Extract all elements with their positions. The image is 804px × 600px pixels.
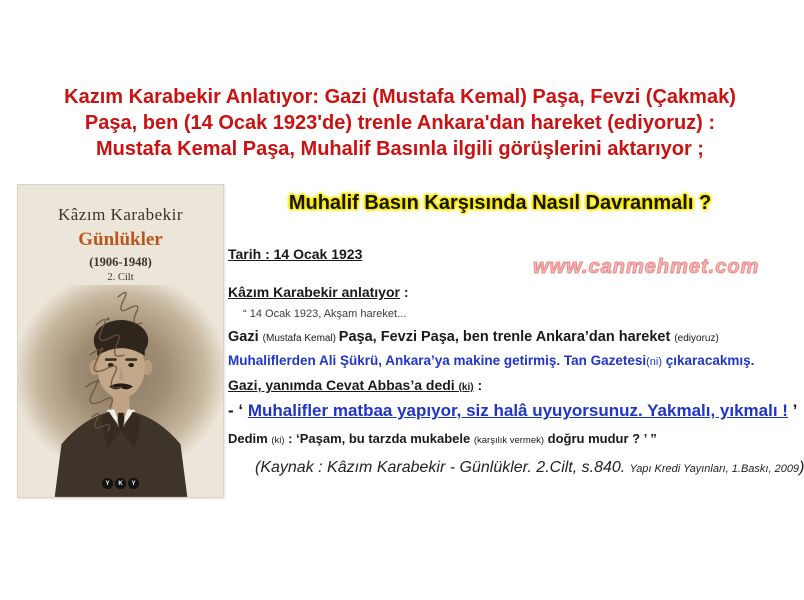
book-years: (1906-1948)	[89, 255, 152, 269]
heading-line-3: Mustafa Kemal Paşa, Muhalif Basınla ilgili görüşlerini aktarıyor ;	[96, 138, 704, 160]
source-line: (Kaynak : Kâzım Karabekir - Günlükler. 2.Cilt, s.840. Yapı Kredi Yayınları, 1.Baskı, 2009)	[255, 459, 804, 476]
panel-headline: Muhalif Basın Karşısında Nasıl Davranmalı ?	[288, 192, 712, 214]
big-quote-line: - ‘ Muhalifler matbaa yapıyor, siz halâ uyuyorsunuz. Yakmalı, yıkmalı ! ’	[228, 401, 798, 420]
book-author: Kâzım Karabekir	[57, 205, 184, 224]
book-title: Günlükler	[78, 229, 163, 250]
logo-letter: Y	[128, 478, 139, 489]
book-cover	[17, 184, 224, 498]
publisher-logo-yky	[18, 478, 223, 489]
logo-letter: Y	[102, 478, 113, 489]
narrator-line: Kâzım Karabekir anlatıyor :	[228, 284, 409, 300]
quote-open-line: “ 14 Ocak 1923, Akşam hareket...	[243, 308, 407, 320]
cevat-line: Gazi, yanımda Cevat Abbas’a dedi (ki) :	[228, 377, 483, 393]
watermark: www.canmehmet.com	[533, 256, 760, 278]
gazi-line: Gazi (Mustafa Kemal) Paşa, Fevzi Paşa, ben trenle Ankara’dan hareket (ediyoruz)	[228, 329, 719, 345]
red-heading	[0, 84, 800, 162]
heading-line-1: Kazım Karabekir Anlatıyor: Gazi (Mustafa Kemal) Paşa, Fevzi (Çakmak)	[64, 86, 736, 108]
heading-line-2: Paşa, ben (14 Ocak 1923'de) trenle Ankara'dan hareket (ediyoruz) :	[84, 112, 716, 134]
portrait-photo	[18, 285, 223, 497]
book-volume: 2. Cilt	[107, 272, 134, 283]
blue-line: Muhaliflerden Ali Şükrü, Ankara’ya makine getirmiş. Tan Gazetesi(ni) çıkaracakmış.	[228, 353, 755, 368]
handwritten-signature	[78, 291, 164, 441]
dedim-line: Dedim (ki) : ‘Paşam, bu tarzda mukabele (karşılık vermek) doğru mudur ? ’ ”	[228, 431, 657, 446]
date-line: Tarih : 14 Ocak 1923	[228, 246, 363, 262]
logo-letter: K	[115, 478, 126, 489]
